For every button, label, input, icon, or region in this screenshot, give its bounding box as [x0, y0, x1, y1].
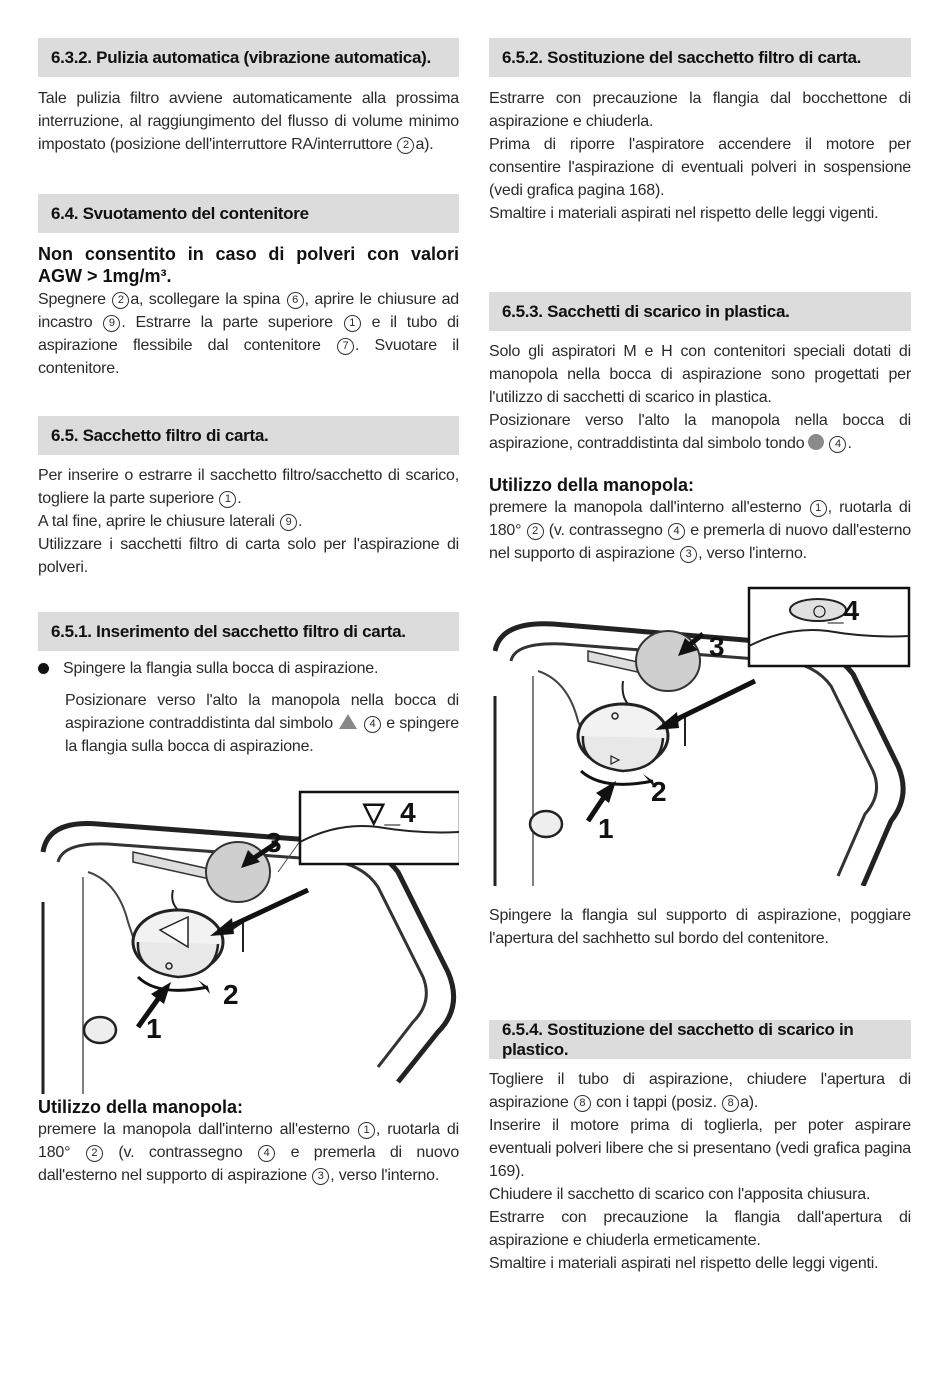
circled-number: 2	[527, 523, 544, 540]
after-figure-text: Spingere la flangia sul supporto di aspirazione, poggiare l'apertura del sachhetto sul bordo del contenitore.	[489, 907, 911, 947]
heading-6-5-1: 6.5.1. Inserimento del sacchetto filtro di carta.	[38, 612, 459, 651]
bullet-item: Spingere la flangia sulla bocca di aspirazione.	[38, 657, 459, 680]
circled-number: 9	[280, 514, 297, 531]
heading-6-5-3: 6.5.3. Sacchetti di scarico in plastica.	[489, 292, 911, 331]
heading-6-5-2: 6.5.2. Sostituzione del sacchetto filtro di carta.	[489, 38, 911, 77]
circled-number: 4	[668, 523, 685, 540]
manopola-title-right: Utilizzo della manopola:	[489, 475, 695, 495]
circled-number: 4	[829, 436, 846, 453]
heading-6-3-2: 6.3.2. Pulizia automatica (vibrazione automatica).	[38, 38, 459, 77]
figure-filter-bag-insertion	[38, 782, 459, 1094]
circled-number: 1	[219, 491, 236, 508]
figure-label-2: 2	[651, 776, 667, 807]
figure-label-4: ▽_4	[363, 797, 416, 828]
manopola-body-right: premere la manopola dall'interno all'esterno 1 , ruotarla di 180° 2 (v. contrassegno 4 e premerla di nuovo dall'esterno nel supporto di aspirazione 3 , verso l'interno.	[489, 499, 911, 562]
figure-label-4: ○_4	[811, 595, 860, 626]
circled-number: 8	[574, 1095, 591, 1112]
circled-number: 2	[112, 292, 129, 309]
circled-number: 9	[103, 315, 120, 332]
section-6-4-body: Spegnere 2 a, scollegare la spina 6 , aprire le chiusure ad incastro 9 . Estrarre la parte superiore 1 e il tubo di aspirazione flessibile dal contenitore 7 . Svuotare il contenitore.	[38, 291, 460, 377]
circled-number: 8	[722, 1095, 739, 1112]
figure-label-3: 3	[266, 827, 282, 858]
circled-number: 3	[680, 546, 697, 563]
figure-label-1: 1	[146, 1013, 162, 1044]
circled-number: 1	[344, 315, 361, 332]
heading-6-5-4: 6.5.4. Sostituzione del sacchetto di scarico in plastico.	[489, 1020, 911, 1059]
section-6-5-body: Per inserire o estrarre il sacchetto filtro/sacchetto di scarico, togliere la parte superiore 1 . A tal fine, aprire le chiusure laterali 9 . Utilizzare i sacchetti filtro di carta solo per l'aspirazione di polveri.	[38, 467, 459, 576]
circled-number: 1	[358, 1122, 375, 1139]
section-6-5-2-body: Estrarre con precauzione la flangia dal bocchettone di aspirazione e chiuderla. Prima di riporre l'aspiratore accendere il motore per consentire l'aspirazione di eventuali polveri in sospensione (vedi grafica pagina 168). Smaltire i materiali aspirati nel rispetto delle leggi vigenti.	[489, 90, 911, 222]
manopola-title-left: Utilizzo della manopola:	[38, 1097, 244, 1117]
heading-6-5: 6.5. Sacchetto filtro di carta.	[38, 416, 459, 455]
section-6-3-2-body: Tale pulizia filtro avviene automaticamente alla prossima interruzione, al raggiungimento del flusso di volume minimo impostato (posizione dell'interruttore RA/interruttore 2 a).	[38, 90, 459, 153]
circled-number: 1	[810, 500, 827, 517]
section-6-5-1-indent: Posizionare verso l'alto la manopola nella bocca di aspirazione contraddistinta dal simbolo 4 e spingere la flangia sulla bocca di aspirazione.	[65, 692, 459, 755]
triangle-symbol-icon	[339, 714, 357, 729]
warning-agw: Non consentito in caso di polveri con valori AGW > 1mg/m³.	[38, 244, 459, 286]
circled-number: 4	[258, 1145, 275, 1162]
bullet-icon	[38, 663, 49, 674]
section-6-5-3-body: Solo gli aspiratori M e H con contenitori speciali dotati di manopola nella bocca di aspirazione sono progettati per l'utilizzo di sacchetti di scarico in plastica. Posizionare verso l'alto la manopola nella bocca di aspirazione, contraddistinta dal simbolo tondo 4 .	[489, 343, 911, 452]
section-6-5-4-body: Togliere il tubo di aspirazione, chiudere l'apertura di aspirazione 8 con i tappi (posiz. 8 a). Inserire il motore prima di toglierla, per poter aspirare eventuali polveri libere che si presentano (vedi grafica pagina 169). Chiudere il sacchetto di scarico con l'apposita chiusura. Estrarre con precauzione la flangia dall'apertura di aspirazione e chiuderla ermeticamente. Smaltire i materiali aspirati nel rispetto delle leggi vigenti.	[489, 1071, 911, 1272]
circled-number: 7	[337, 338, 354, 355]
circled-number: 6	[287, 292, 304, 309]
circled-number: 4	[364, 716, 381, 733]
figure-plastic-bag	[493, 586, 911, 886]
heading-6-4: 6.4. Svuotamento del contenitore	[38, 194, 459, 233]
figure-label-2: 2	[223, 979, 239, 1010]
circled-number: 3	[312, 1168, 329, 1185]
figure-label-1: 1	[598, 813, 614, 844]
figure-label-3: 3	[709, 631, 725, 662]
round-symbol-icon	[808, 434, 824, 450]
manopola-body-left: premere la manopola dall'interno all'esterno 1 , ruotarla di 180° 2 (v. contrassegno 4 e premerla di nuovo dall'esterno nel supporto di aspirazione 3 , verso l'interno.	[38, 1121, 460, 1184]
circled-number: 2	[86, 1145, 103, 1162]
circled-number: 2	[397, 137, 414, 154]
